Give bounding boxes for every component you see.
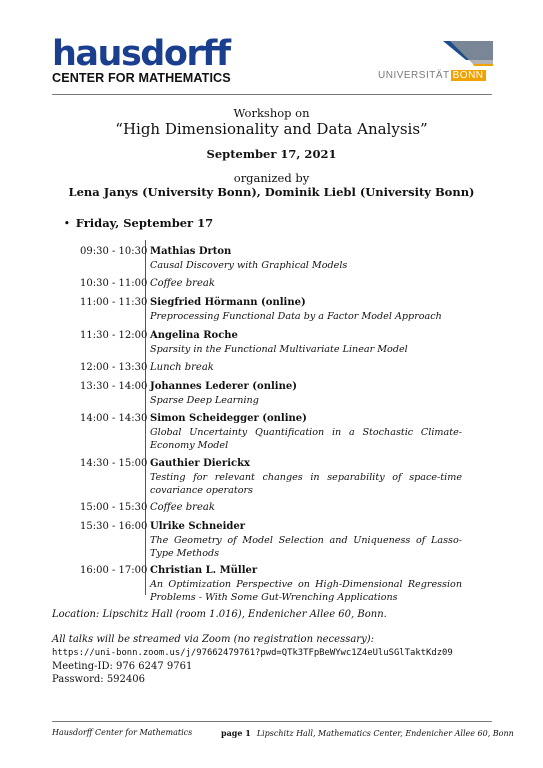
slot-time: 11:30 - 12:00 <box>80 330 148 341</box>
bonn-logo-gold-shape <box>473 64 493 66</box>
university-logo-text <box>378 70 486 81</box>
page-number: page 1 <box>221 728 251 738</box>
slot-time: 15:30 - 16:00 <box>80 521 148 532</box>
break-label: Lunch break <box>150 362 214 373</box>
organizers: Lena Janys (University Bonn), Dominik Liebl (University Bonn) <box>68 185 475 199</box>
slot-time: 09:30 - 10:30 <box>80 246 148 257</box>
talk-title: Sparsity in the Functional Multivariate Linear Model <box>150 344 408 355</box>
password: Password: 592406 <box>52 674 145 685</box>
workshop-title: “High Dimensionality and Data Analysis” <box>115 120 428 138</box>
speaker-name: Johannes Lederer (online) <box>150 381 297 392</box>
slot-time: 14:30 - 15:00 <box>80 458 148 469</box>
workshop-date: September 17, 2021 <box>206 147 337 161</box>
hcm-logo-word: hausdorff <box>52 34 230 74</box>
day-heading <box>64 216 213 230</box>
speaker-name: Simon Scheidegger (online) <box>150 413 307 424</box>
talk-title: Testing for relevant changes in separability of space-time covariance operators <box>150 472 462 496</box>
talk-title: Preprocessing Functional Data by a Factor Model Approach <box>150 311 442 322</box>
location: Location: Lipschitz Hall (room 1.016), Endenicher Allee 60, Bonn. <box>52 609 387 620</box>
slot-time: 14:00 - 14:30 <box>80 413 148 424</box>
workshop-label: Workshop on <box>233 106 310 120</box>
slot-time: 10:30 - 11:00 <box>80 278 148 289</box>
slot-time: 12:00 - 13:30 <box>80 362 148 373</box>
talk-title: Global Uncertainty Quantification in a Stochastic Climate-Economy Model <box>150 427 462 451</box>
uni-word: UNIVERSITÄT <box>378 70 450 81</box>
bullet: • <box>64 219 70 229</box>
bonn-logo-grey-shape <box>450 41 493 64</box>
talk-title: Causal Discovery with Graphical Models <box>150 260 348 271</box>
footer-right <box>221 728 514 738</box>
bonn-word: BONN <box>452 70 484 81</box>
talk-title: Sparse Deep Learning <box>150 395 259 406</box>
zoom-link[interactable]: https://uni-bonn.zoom.us/j/97662479761?pwd=QTk3TFpBeWYwc1Z4eUluSGlTaktKdz09 <box>52 648 453 658</box>
meeting-id: Meeting-ID: 976 6247 9761 <box>52 661 193 672</box>
speaker-name: Mathias Drton <box>150 246 232 257</box>
speaker-name: Siegfried Hörmann (online) <box>150 297 306 308</box>
day-label: Friday, September 17 <box>75 216 214 230</box>
footer-divider <box>52 721 492 722</box>
header-divider <box>52 94 492 95</box>
streaming-note: All talks will be streamed via Zoom (no registration necessary): <box>52 634 374 645</box>
footer-address: Lipschitz Hall, Mathematics Center, Endenicher Allee 60, Bonn <box>256 729 514 738</box>
speaker-name: Angelina Roche <box>150 330 238 341</box>
speaker-name: Ulrike Schneider <box>150 521 245 532</box>
speaker-name: Christian L. Müller <box>150 565 258 576</box>
footer-left: Hausdorff Center for Mathematics <box>52 728 193 737</box>
break-label: Coffee break <box>150 502 215 513</box>
hcm-logo <box>52 34 231 85</box>
talk-title: An Optimization Perspective on High-Dimensional Regression Problems - With Some Gut-Wrenching Applications <box>150 579 462 603</box>
break-label: Coffee break <box>150 278 215 289</box>
talk-title: The Geometry of Model Selection and Uniqueness of Lasso-Type Methods <box>150 535 462 559</box>
slot-time: 11:00 - 11:30 <box>80 297 148 308</box>
organized-by-label: organized by <box>233 171 310 185</box>
speaker-name: Gauthier Dierickx <box>150 458 250 469</box>
hcm-logo-subtitle: CENTER FOR MATHEMATICS <box>52 71 231 85</box>
slot-time: 13:30 - 14:00 <box>80 381 148 392</box>
slot-time: 16:00 - 17:00 <box>80 565 148 576</box>
slot-time: 15:00 - 15:30 <box>80 502 148 513</box>
